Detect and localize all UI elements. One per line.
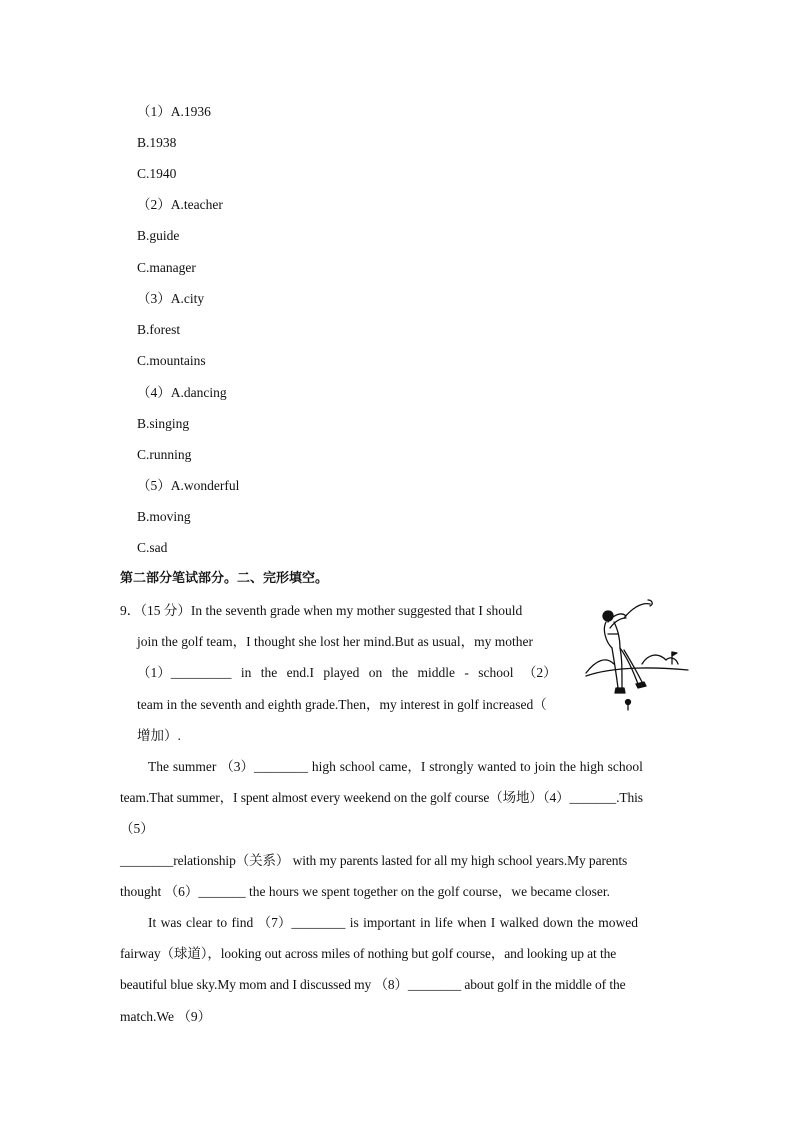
- option-1a: （1）A.1936: [137, 104, 211, 119]
- passage-line-6: The summer （3）________ high school came，I strongly wanted to join the high school: [148, 759, 643, 774]
- option-3c: C.mountains: [137, 353, 206, 368]
- option-1c: C.1940: [137, 166, 177, 181]
- passage-line-2: join the golf team，I thought she lost her mind.But as usual，my mother: [137, 634, 533, 649]
- passage-line-8: （5）: [120, 821, 154, 836]
- option-3a: （3）A.city: [137, 291, 205, 306]
- passage-line-3: （1）_________ in the end.I played on the middle - school （2）: [137, 665, 557, 680]
- option-4a: （4）A.dancing: [137, 385, 227, 400]
- option-2a: （2）A.teacher: [137, 197, 223, 212]
- passage-line-9: ________relationship（关系） with my parents lasted for all my high school years.My parents: [120, 853, 628, 868]
- passage-line-4: team in the seventh and eighth grade.Then，my interest in golf increased（: [137, 697, 547, 712]
- option-3b: B.forest: [137, 322, 181, 337]
- option-5b: B.moving: [137, 509, 191, 524]
- passage-line-11: It was clear to find （7）________ is important in life when I walked down the mowed: [148, 915, 639, 930]
- passage-line-13: beautiful blue sky.My mom and I discussed my （8）________ about golf in the middle of the: [120, 977, 626, 992]
- passage-line-1: 9．（15 分）In the seventh grade when my mother suggested that I should: [120, 603, 523, 618]
- option-1b: B.1938: [137, 135, 177, 150]
- option-5c: C.sad: [137, 540, 168, 555]
- option-4b: B.singing: [137, 416, 190, 431]
- passage-line-14: match.We （9）: [120, 1009, 212, 1024]
- option-2c: C.manager: [137, 260, 196, 275]
- golfer-illustration: [584, 598, 690, 720]
- option-2b: B.guide: [137, 228, 180, 243]
- section-heading: 第二部分笔试部分。二、完形填空。: [120, 571, 329, 586]
- passage-line-7: team.That summer，I spent almost every weekend on the golf course（场地）（4）_______.This: [120, 790, 643, 805]
- passage-line-5: 增加）.: [137, 728, 181, 743]
- option-5a: （5）A.wonderful: [137, 478, 240, 493]
- option-4c: C.running: [137, 447, 192, 462]
- passage-line-12: fairway（球道），looking out across miles of nothing but golf course，and looking up at the: [120, 946, 617, 961]
- passage-line-10: thought （6）_______ the hours we spent together on the golf course，we became closer.: [120, 884, 611, 899]
